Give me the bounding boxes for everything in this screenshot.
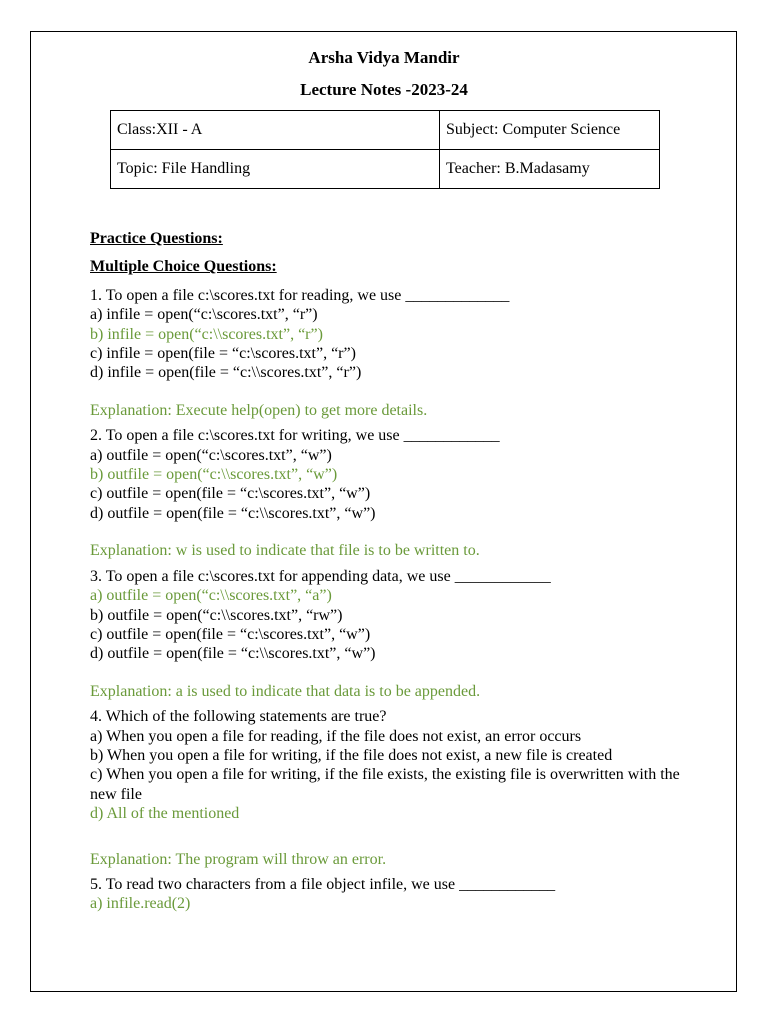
explanation: Explanation: w is used to indicate that file is to be written to.: [90, 542, 480, 560]
question-stem: 3. To open a file c:\scores.txt for appending data, we use ____________: [90, 567, 551, 585]
practice-heading: Practice Questions:: [90, 230, 223, 247]
lecture-title: Lecture Notes -2023-24: [300, 80, 468, 99]
option: d) outfile = open(file = “c:\\scores.txt”, “w”): [90, 504, 376, 522]
topic-cell: Topic: File Handling: [111, 150, 440, 189]
correct-option: b) outfile = open(“c:\\scores.txt”, “w”): [90, 466, 338, 484]
explanation: Explanation: Execute help(open) to get more details.: [90, 401, 428, 419]
question-5: [90, 875, 690, 914]
correct-option: b) infile = open(“c:\\scores.txt”, “r”): [90, 325, 323, 343]
option: a) outfile = open(“c:\scores.txt”, “w”): [90, 446, 332, 464]
explanation: Explanation: a is used to indicate that data is to be appended.: [90, 682, 481, 700]
correct-option: d) All of the mentioned: [90, 805, 240, 823]
teacher-cell: Teacher: B.Madasamy: [440, 150, 660, 189]
explanation: Explanation: The program will throw an error.: [90, 850, 387, 868]
question-stem: 4. Which of the following statements are true?: [90, 708, 387, 726]
info-table: [110, 110, 660, 189]
option: c) infile = open(file = “c:\scores.txt”, “r”): [90, 345, 356, 363]
school-name: Arsha Vidya Mandir: [308, 48, 460, 67]
question-2: [90, 426, 690, 560]
question-1: [90, 286, 690, 420]
question-stem: 2. To open a file c:\scores.txt for writing, we use ____________: [90, 427, 500, 445]
option: a) When you open a file for reading, if the file does not exist, an error occurs: [90, 727, 582, 745]
option: a) infile = open(“c:\scores.txt”, “r”): [90, 306, 318, 324]
subject-cell: Subject: Computer Science: [440, 111, 660, 150]
info-row: [111, 111, 660, 150]
option: d) outfile = open(file = “c:\\scores.txt”, “w”): [90, 645, 376, 663]
info-row: [111, 150, 660, 189]
question-stem: 5. To read two characters from a file object infile, we use ____________: [90, 875, 556, 893]
correct-option: a) infile.read(2): [90, 895, 191, 913]
question-stem: 1. To open a file c:\scores.txt for reading, we use _____________: [90, 286, 510, 304]
question-3: [90, 567, 690, 701]
option: c) outfile = open(file = “c:\scores.txt”, “w”): [90, 625, 371, 643]
question-4: [90, 707, 690, 869]
correct-option: a) outfile = open(“c:\\scores.txt”, “a”): [90, 587, 332, 605]
option: d) infile = open(file = “c:\\scores.txt”, “r”): [90, 364, 362, 382]
mcq-heading: Multiple Choice Questions:: [90, 258, 277, 276]
class-cell: Class:XII - A: [111, 111, 440, 150]
option: c) outfile = open(file = “c:\scores.txt”, “w”): [90, 485, 371, 503]
option: b) When you open a file for writing, if the file does not exist, a new file is created: [90, 746, 613, 764]
questions-content: [90, 229, 690, 914]
option: c) When you open a file for writing, if the file exists, the existing file is overwritten with the new file: [90, 766, 680, 803]
option: b) outfile = open(“c:\\scores.txt”, “rw”): [90, 606, 343, 624]
